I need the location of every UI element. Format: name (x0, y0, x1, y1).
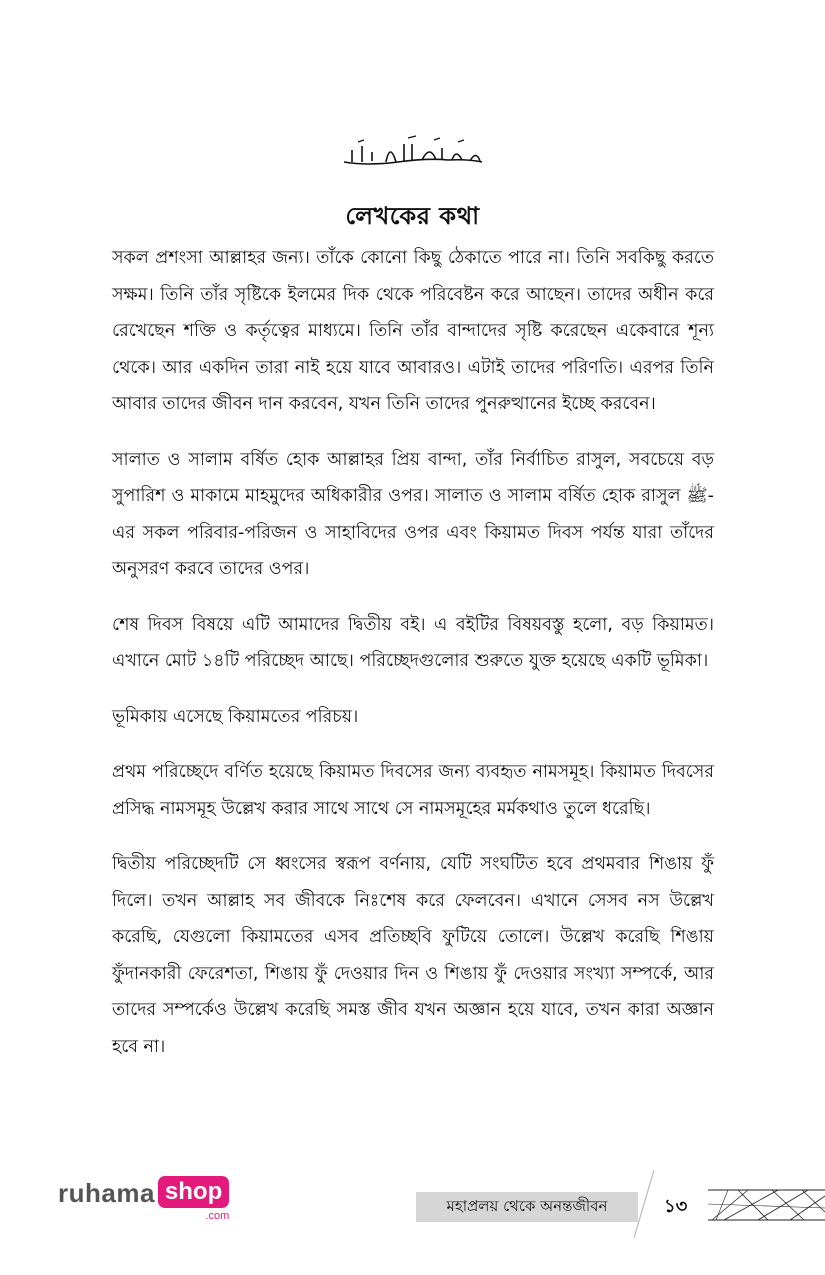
paragraph-1: সকল প্রশংসা আল্লাহর জন্য। তাঁকে কোনো কিছু ঠেকাতে পারে না। তিনি সবকিছু করতে সক্ষম। তিনি তাঁর সৃষ্টিকে ইলমের দিক থেকে পরিবেষ্টন করে আছেন। তাদের অধীন করে রেখেছেন শক্তি ও কর্তৃত্বের মাধ্যমে। তিনি তাঁর বান্দাদের সৃষ্টি করেছেন একেবারে শূন্য থেকে। আর একদিন তারা নাই হয়ে যাবে আবারও। এটাই তাদের পরিণতি। এরপর তিনি আবার তাদের জীবন দান করবেন, যখন তিনি তাদের পুনরুত্থানের ইচ্ছে করবেন। (112, 248, 714, 414)
paragraph-4: ভূমিকায় এসেছে কিয়ামতের পরিচয়। (112, 706, 359, 727)
logo-shop-text: shop (164, 1178, 223, 1205)
body-text (112, 240, 714, 1084)
book-title-text: মহাপ্রলয় থেকে অনন্তজীবন (446, 1196, 608, 1215)
divider-slash-icon (628, 1168, 658, 1240)
ruhamashop-logo (58, 1176, 230, 1222)
logo-shop-badge (158, 1176, 230, 1222)
bismillah-calligraphy-icon (338, 132, 488, 172)
logo-ruhama-text: ruhama (58, 1178, 155, 1208)
bismillah-calligraphy (0, 132, 825, 172)
paragraph-6: দ্বিতীয় পরিচ্ছেদটি সে ধ্বংসের স্বরূপ বর্ণনায়, যেটি সংঘটিত হবে প্রথমবার শিঙায় ফুঁ দিলে। তখন আল্লাহ সব জীবকে নিঃশেষ করে ফেলবেন। এখানে সেসব নস উল্লেখ করেছি, যেগুলো কিয়ামতের এসব প্রতিচ্ছবি ফুটিয়ে তোলে। উল্লেখ করেছি শিঙায় ফুঁদানকারী ফেরেশতা, শিঙায় ফুঁ দেওয়ার দিন ও শিঙায় ফুঁ দেওয়ার সংখ্যা সম্পর্কে, আর তাদের সম্পর্কেও উল্লেখ করেছি সমস্ত জীব যখন অজ্ঞান হয়ে যাবে, তখন কারা অজ্ঞান হবে না। (112, 854, 714, 1057)
page-title: লেখকের কথা (345, 202, 480, 230)
geometric-lines-decoration-icon (708, 1188, 825, 1224)
page-number: ১৩ (664, 1196, 688, 1217)
paragraph-2: সালাত ও সালাম বর্ষিত হোক আল্লাহর প্রিয় বান্দা, তাঁর নির্বাচিত রাসুল, সবচেয়ে বড় সুপারিশ ও মাকামে মাহমুদের অধিকারীর ওপর। সালাত ও সালাম বর্ষিত হোক রাসুল ﷺ-এর সকল পরিবার-পরিজন ও সাহাবিদের ওপর এবং কিয়ামত দিবস পর্যন্ত যারা তাঁদের অনুসরণ করবে তাদের ওপর। (112, 449, 714, 579)
running-book-title (416, 1192, 638, 1222)
paragraph-3: শেষ দিবস বিষয়ে এটি আমাদের দ্বিতীয় বই। এ বইটির বিষয়বস্তু হলো, বড় কিয়ামত। এখানে মোট ১৪টি পরিচ্ছেদ আছে। পরিচ্ছেদগুলোর শুরুতে যুক্ত হয়েছে একটি ভূমিকা। (112, 614, 714, 671)
logo-dotcom-text: .com (205, 1210, 230, 1222)
paragraph-5: প্রথম পরিচ্ছেদে বর্ণিত হয়েছে কিয়ামত দিবসের জন্য ব্যবহৃত নামসমূহ। কিয়ামত দিবসের প্রসিদ্ধ নামসমূহ উল্লেখ করার সাথে সাথে সে নামসমূহের মর্মকথাও তুলে ধরেছি। (112, 762, 714, 819)
page-footer (0, 1160, 825, 1240)
